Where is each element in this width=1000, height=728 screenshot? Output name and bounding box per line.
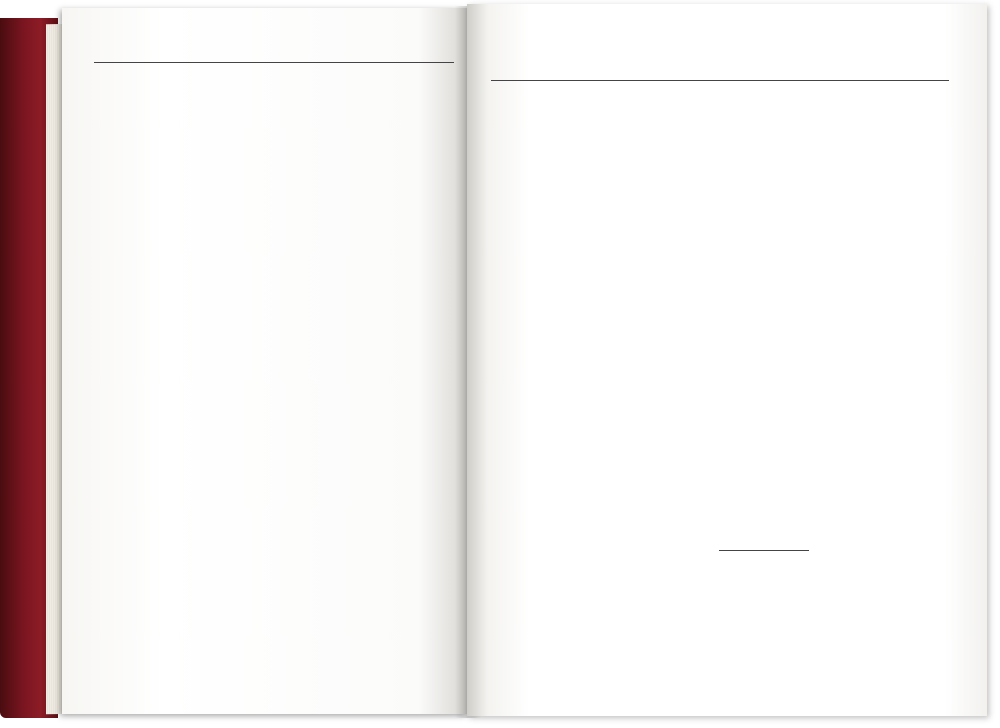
left-column-1 — [94, 102, 272, 622]
left-column-2-references — [278, 620, 454, 702]
footnote-alternate-reading — [719, 554, 951, 590]
right-page — [467, 4, 987, 716]
footnote-eve-meaning — [731, 590, 951, 604]
left-column-1-references — [94, 622, 272, 702]
right-column-1 — [491, 82, 711, 602]
footnote-rule — [719, 550, 809, 551]
header-rule — [491, 80, 949, 81]
left-column-2 — [278, 68, 454, 616]
right-column-1-references — [491, 606, 711, 706]
header-rule — [94, 62, 454, 63]
right-column-2 — [719, 82, 951, 544]
left-page — [62, 8, 467, 714]
right-column-2-references — [719, 606, 951, 706]
